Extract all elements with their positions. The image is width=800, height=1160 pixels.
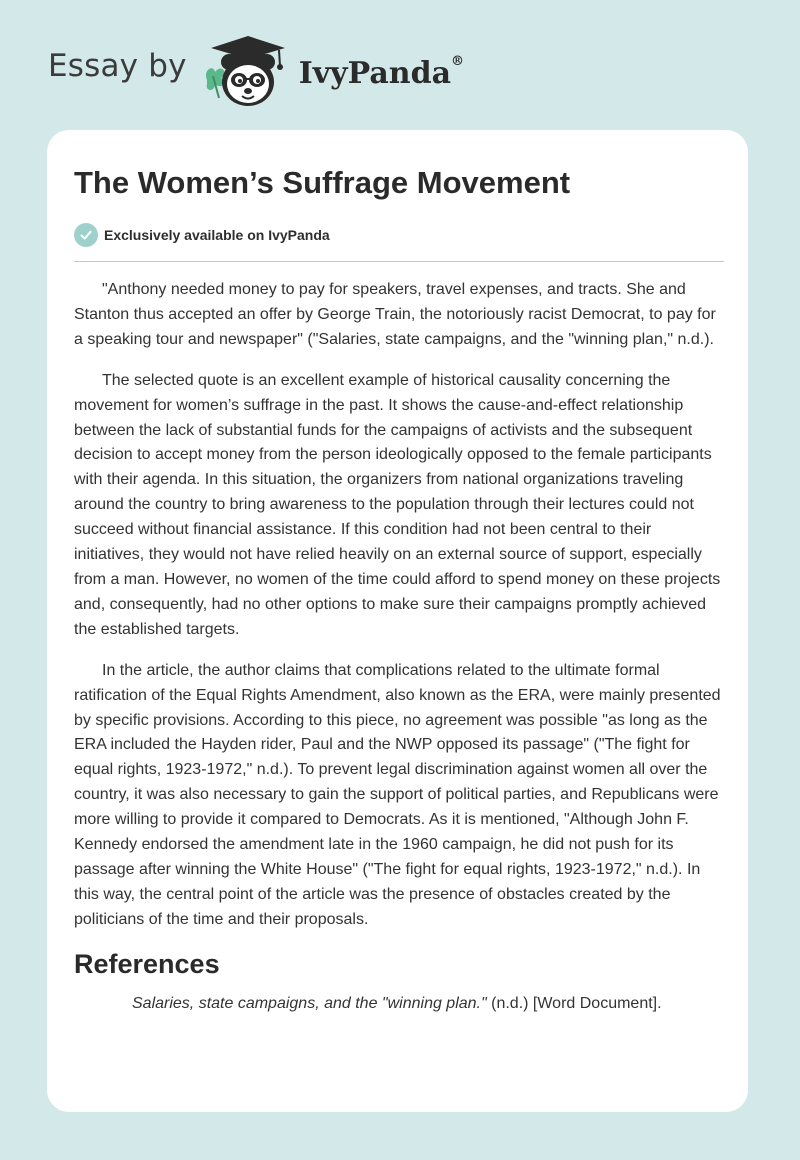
brand-name[interactable]: IvyPanda®: [298, 53, 465, 91]
ivypanda-logo-icon[interactable]: [201, 28, 293, 112]
exclusive-badge-label: Exclusively available on IvyPanda: [104, 227, 330, 243]
reference-title: Salaries, state campaigns, and the "winning plan.": [132, 994, 487, 1012]
paragraph: In the article, the author claims that complications related to the ultimate formal ratification of the Equal Rights Amendment, also known as the ERA, were mainly presented by specific provisions. According to this piece, no agreement was possible "as long as the ERA included the Hayden rider, Paul and the NWP opposed its passage" ("The fight for equal rights, 1923-1972," n.d.). To prevent legal discrimination against women all over the country, it was also necessary to gain the support of political parties, and Republicans were more willing to provide it compared to Democrats. As it is mentioned, "Although John F. Kennedy endorsed the amendment late in the 1960 campaign, he did not push for its passage after winning the White House" ("The fight for equal rights, 1923-1972," n.d.). In this way, the central point of the article was the presence of obstacles created by the politicians of the time and their proposals.: [74, 661, 721, 928]
page-title: The Women’s Suffrage Movement: [74, 165, 571, 200]
essay-by-label: Essay by: [48, 48, 187, 84]
site-header: [48, 28, 464, 112]
reference-details: (n.d.) [Word Document].: [486, 994, 662, 1012]
reference-item: [74, 992, 724, 1017]
paragraph: "Anthony needed money to pay for speakers, travel expenses, and tracts. She and Stanton thus accepted an offer by George Train, the notoriously racist Democrat, to pay for a speaking tour and newspaper" ("Salaries, state campaigns, and the "winning plan," n.d.).: [74, 281, 716, 348]
divider: [74, 261, 724, 262]
essay-card: [47, 130, 748, 1112]
check-icon: [74, 223, 98, 247]
references-heading: References: [74, 948, 220, 979]
exclusive-badge: [74, 223, 330, 247]
article-body: [74, 278, 724, 1033]
paragraph: The selected quote is an excellent example of historical causality concerning the movement for women’s suffrage in the past. It shows the cause-and-effect relationship between the lack of substantial funds for the campaigns of activists and the subsequent decision to accept money from the person ideologically opposed to the female participants with their agenda. In this situation, the organizers from national organizations traveling around the country to bring awareness to the population through their lectures could not succeed without financial assistance. If this condition had not been central to their initiatives, they would not have relied heavily on an external source of support, especially from a man. However, no women of the time could afford to spend money on these projects and, consequently, had no other options to make sure their campaigns promptly achieved the established targets.: [74, 371, 721, 638]
